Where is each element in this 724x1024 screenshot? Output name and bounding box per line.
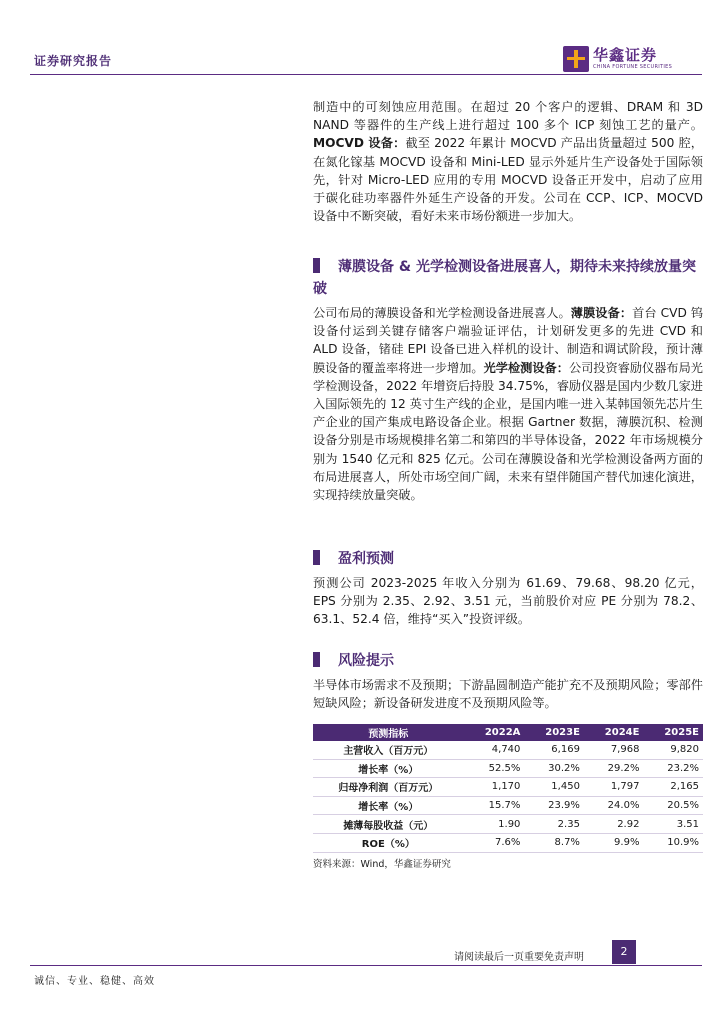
section-heading-risk	[313, 650, 703, 672]
paragraph-thin-film	[313, 304, 703, 504]
table-cell: 10.9%	[643, 833, 703, 852]
table-cell: 1,170	[464, 778, 525, 797]
table-row	[313, 815, 703, 834]
table-cell: 15.7%	[464, 796, 525, 815]
table-row	[313, 741, 703, 759]
table-cell: 9,820	[643, 741, 703, 759]
para2-t1: 公司布局的薄膜设备和光学检测设备进展喜人。	[313, 306, 571, 320]
table-header-cell: 预测指标	[313, 724, 464, 741]
logo-cn-text: 华鑫证券	[593, 46, 658, 64]
table-cell: 52.5%	[464, 759, 525, 778]
table-cell: ROE（%）	[313, 833, 464, 852]
para3-text: 预测公司 2023-2025 年收入分别为 61.69、79.68、98.20 亿元，EPS 分别为 2.35、2.92、3.51 元，当前股价对应 PE 分别为 78.2、63.1、52.4 倍，维持“买入”投资评级。	[313, 576, 703, 627]
section-bar-icon	[313, 258, 320, 273]
table-cell: 主营收入（百万元）	[313, 741, 464, 759]
footer-motto: 诚信、专业、稳健、高效	[34, 976, 155, 987]
logo-icon	[563, 46, 589, 72]
table-cell: 7,968	[584, 741, 644, 759]
table-row	[313, 759, 703, 778]
table-cell: 1,797	[584, 778, 644, 797]
para1-text2: 截至 2022 年累计 MOCVD 产品出货量超过 500 腔，在氮化镓基 MOCVD 设备和 Mini-LED 显示外延片生产设备处于国际领先，针对 Micro-LED 应用的专用 MOCVD 设备正开发中，启动了应用于碳化硅功率器件外延生产设备的开发。公司在 CCP、ICP、MOCVD 设备中不断突破，看好未来市场份额进一步加大。	[313, 136, 703, 224]
table-row	[313, 796, 703, 815]
logo-en-text: CHINA FORTUNE SECURITIES	[593, 64, 673, 70]
section2-title: 盈利预测	[338, 551, 394, 567]
para1-bold-mocvd: MOCVD 设备：	[313, 136, 406, 151]
table-source-note: 资料来源：Wind，华鑫证券研究	[313, 859, 451, 870]
paragraph-risk	[313, 676, 703, 712]
section-heading-thin-film	[313, 256, 703, 300]
section1-title: 薄膜设备 & 光学检测设备进展喜人，期待未来持续放量突破	[313, 259, 696, 297]
table-header-cell: 2024E	[584, 724, 644, 741]
table-cell: 1.90	[464, 815, 525, 834]
page-number: 2	[612, 940, 636, 964]
table-cell: 20.5%	[643, 796, 703, 815]
table-cell: 24.0%	[584, 796, 644, 815]
section-bar-icon	[313, 550, 320, 565]
footer-divider	[30, 965, 702, 966]
table-cell: 2,165	[643, 778, 703, 797]
paragraph-forecast	[313, 574, 703, 629]
report-type-label: 证券研究报告	[34, 54, 113, 68]
table-cell: 3.51	[643, 815, 703, 834]
para2-bold-thinfilm: 薄膜设备：	[570, 306, 633, 320]
table-cell: 29.2%	[584, 759, 644, 778]
table-cell: 30.2%	[524, 759, 584, 778]
header-divider	[30, 74, 702, 75]
table-cell: 1,450	[524, 778, 584, 797]
table-cell: 6,169	[524, 741, 584, 759]
forecast-table	[313, 724, 703, 853]
paragraph-etch-mocvd	[313, 98, 703, 225]
table-cell: 9.9%	[584, 833, 644, 852]
disclaimer-note: 请阅读最后一页重要免责声明	[454, 952, 584, 963]
table-header-row	[313, 724, 703, 741]
table-row	[313, 778, 703, 797]
table-cell: 7.6%	[464, 833, 525, 852]
table-cell: 增长率（%）	[313, 759, 464, 778]
para4-text: 半导体市场需求不及预期；下游晶圆制造产能扩充不及预期风险；零部件短缺风险；新设备研发进度不及预期风险等。	[313, 678, 703, 711]
section3-title: 风险提示	[338, 653, 394, 669]
para2-t3: 公司投资睿励仪器布局光学检测设备，2022 年增资后持股 34.75%，睿励仪器是国内少数几家进入国际领先的 12 英寸生产线的企业，是国内唯一进入某韩国领先芯片生产企业的国产集成电路设备企业。根据 Gartner 数据，薄膜沉积、检测设备分别是市场规模排名第二和第四的半导体设备，2022 年市场规模分别为 1540 亿元和 825 亿元。公司在薄膜设备和光学检测设备两方面的布局进展喜人，所处市场空间广阔，未来有望伴随国产替代加速化演进，实现持续放量突破。	[313, 360, 703, 503]
table-cell: 8.7%	[524, 833, 584, 852]
table-row	[313, 833, 703, 852]
table-cell: 摊薄每股收益（元）	[313, 815, 464, 834]
section-heading-forecast	[313, 548, 703, 570]
table-header-cell: 2025E	[643, 724, 703, 741]
table-cell: 2.92	[584, 815, 644, 834]
company-logo	[563, 44, 703, 74]
table-cell: 23.9%	[524, 796, 584, 815]
table-cell: 23.2%	[643, 759, 703, 778]
table-cell: 4,740	[464, 741, 525, 759]
table-cell: 归母净利润（百万元）	[313, 778, 464, 797]
para2-t2: 首台 CVD 钨设备付运到关键存储客户端验证评估，计划研发更多的先进 CVD 和 ALD 设备，锗硅 EPI 设备已进入样机的设计、制造和调试阶段，预计薄膜设备的覆盖率将进一步增加。	[313, 306, 704, 375]
table-header-cell: 2022A	[464, 724, 525, 741]
section-bar-icon	[313, 652, 320, 667]
para2-bold-optical: 光学检测设备：	[483, 360, 569, 375]
para1-text: 制造中的可刻蚀应用范围。在超过 20 个客户的逻辑、DRAM 和 3D NAND 等器件的生产线上进行超过 100 多个 ICP 刻蚀工艺的量产。	[313, 100, 703, 133]
table-header-cell: 2023E	[524, 724, 584, 741]
table-cell: 2.35	[524, 815, 584, 834]
table-cell: 增长率（%）	[313, 796, 464, 815]
